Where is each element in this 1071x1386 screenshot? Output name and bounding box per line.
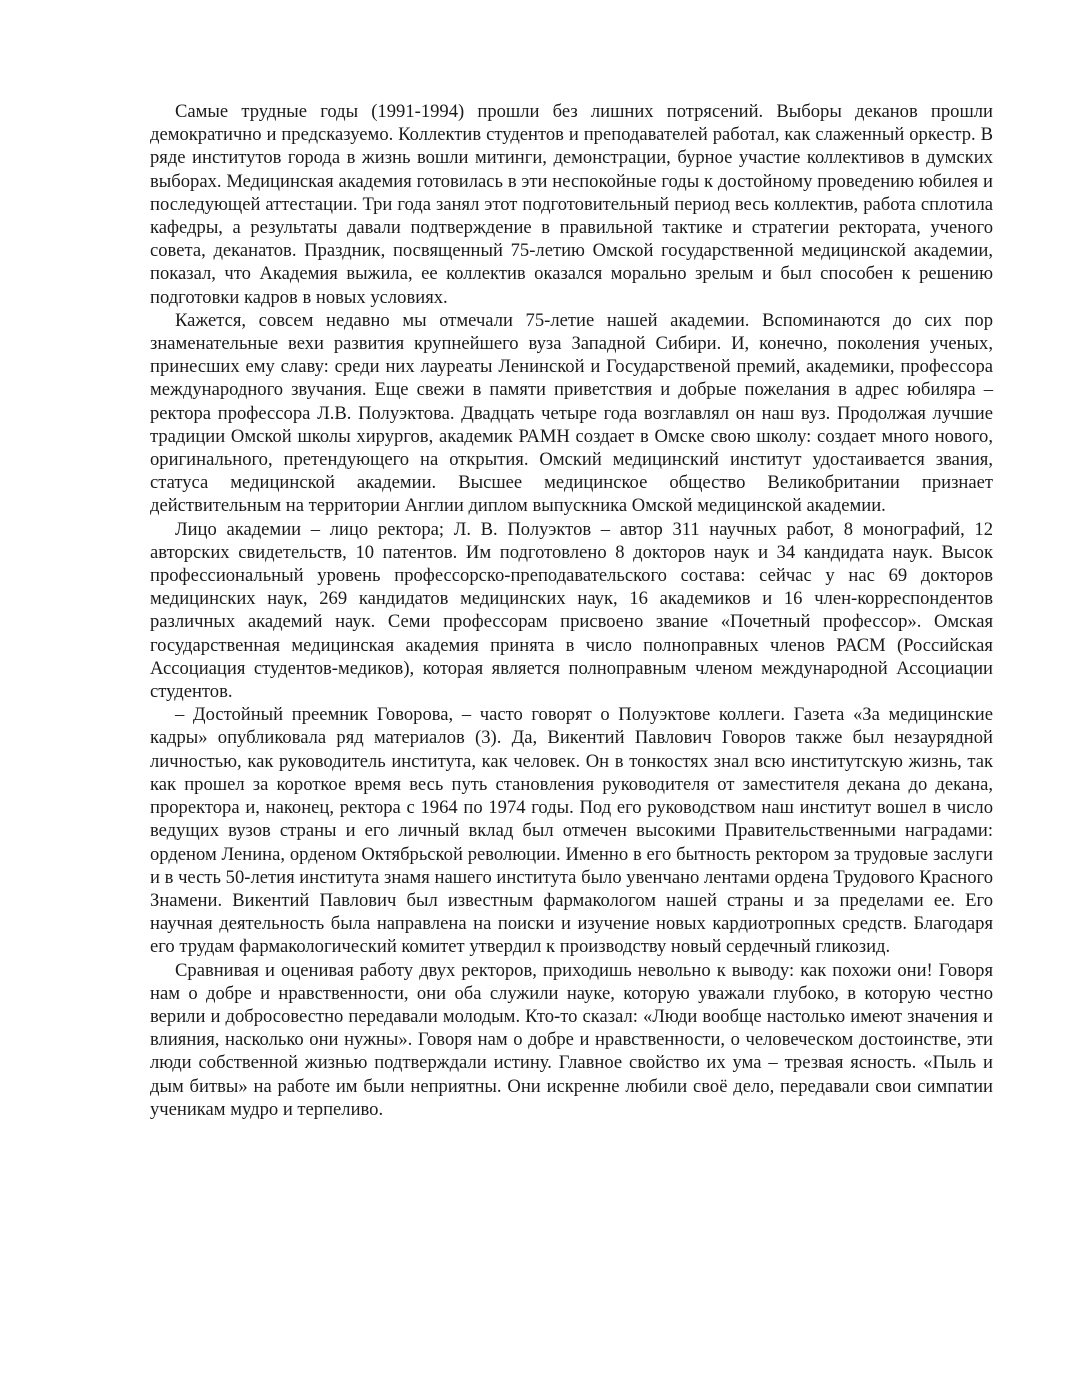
document-page bbox=[150, 100, 993, 1121]
paragraph-academy-face: Лицо академии – лицо ректора; Л. В. Полуэктов – автор 311 научных работ, 8 монографий, 12 авторских свидетельств, 10 патентов. Им подготовлено 8 докторов наук и 34 кандидата наук. Высок профессиональный уровень профессорско-преподавательского состава: сейчас у нас 69 докторов медицинских наук, 269 кандидатов медицинских наук, 16 академиков и 16 член-корреспондентов различных академий наук. Семи профессорам присвоено звание «Почетный профессор». Омская государственная медицинская академия принята в число полноправных членов РАСМ (Российская Ассоциация студентов-медиков), которая является полноправным членом международной Ассоциации студентов. bbox=[150, 518, 993, 703]
paragraph-govorov-successor: – Достойный преемник Говорова, – часто говорят о Полуэктове коллеги. Газета «За медицинские кадры» опубликовала ряд материалов (3). Да, Викентий Павлович Говоров также был незаурядной личностью, как руководитель института, как человек. Он в тонкостях знал всю институтскую жизнь, так как прошел за короткое время весь путь становления руководителя от заместителя декана до декана, проректора и, наконец, ректора с 1964 по 1974 годы. Под его руководством наш институт вошел в число ведущих вузов страны и его личный вклад был отмечен высокими Правительственными наградами: орденом Ленина, орденом Октябрьской революции. Именно в его бытность ректором за трудовые заслуги и в честь 50-летия института знамя нашего института было увенчано лентами ордена Трудового Красного Знамени. Викентий Павлович был известным фармакологом нашей страны и за пределами ее. Его научная деятельность была направлена на поиски и изучение новых кардиотропных средств. Благодаря его трудам фармакологический комитет утвердил к производству новый сердечный гликозид. bbox=[150, 704, 993, 958]
paragraph-75th-anniversary: Кажется, совсем недавно мы отмечали 75-летие нашей академии. Вспоминаются до сих пор знаменательные вехи развития крупнейшего вуза Западной Сибири. И, конечно, поколения ученых, принесших ему славу: среди них лауреаты Ленинской и Государственой премий, академики, профессора международного звучания. Еще свежи в памяти приветствия и добрые пожелания в адрес юбиляра – ректора профессора Л.В. Полуэктова. Двадцать четыре года возглавлял он наш вуз. Продолжая лучшие традиции Омской школы хирургов, академик РАМН создает в Омске свою школу: создает много нового, оригинального, претендующего на открытия. Омский медицинский институт удостаивается звания, статуса медицинской академии. Высшее медицинское общество Великобритании признает действительным на территории Англии диплом выпускника Омской медицинской академии. bbox=[150, 309, 993, 517]
paragraph-difficult-years: Самые трудные годы (1991-1994) прошли без лишних потрясений. Выборы деканов прошли демократично и предсказуемо. Коллектив студентов и преподавателей работал, как слаженный оркестр. В ряде институтов города в жизнь вошли митинги, демонстрации, бурное участие коллективов в думских выборах. Медицинская академия готовилась в эти неспокойные годы к достойному проведению юбилея и последующей аттестации. Три года занял этот подготовительный период весь коллектив, работа сплотила кафедры, а результаты давали подтверждение в правильной тактике и стратегии ректората, ученого совета, деканатов. Праздник, посвященный 75-летию Омской государственной медицинской академии, показал, что Академия выжила, ее коллектив оказался морально зрелым и был способен к решению подготовки кадров в новых условиях. bbox=[150, 101, 993, 308]
paragraph-two-rectors: Сравнивая и оценивая работу двух ректоров, приходишь невольно к выводу: как похожи они! Говоря нам о добре и нравственности, они оба служили науке, которую уважали глубоко, в которую честно верили и добросовестно передавали молодым. Кто-то сказал: «Люди вообще настолько имеют значения и влияния, насколько они нужны». Говоря нам о добре и нравственности, о человеческом достоинстве, эти люди собственной жизнью подтверждали истину. Главное свойство их ума – трезвая ясность. «Пыль и дым битвы» на работе им были неприятны. Они искренне любили своё дело, передавали свои симпатии ученикам мудро и терпеливо. bbox=[150, 959, 993, 1120]
